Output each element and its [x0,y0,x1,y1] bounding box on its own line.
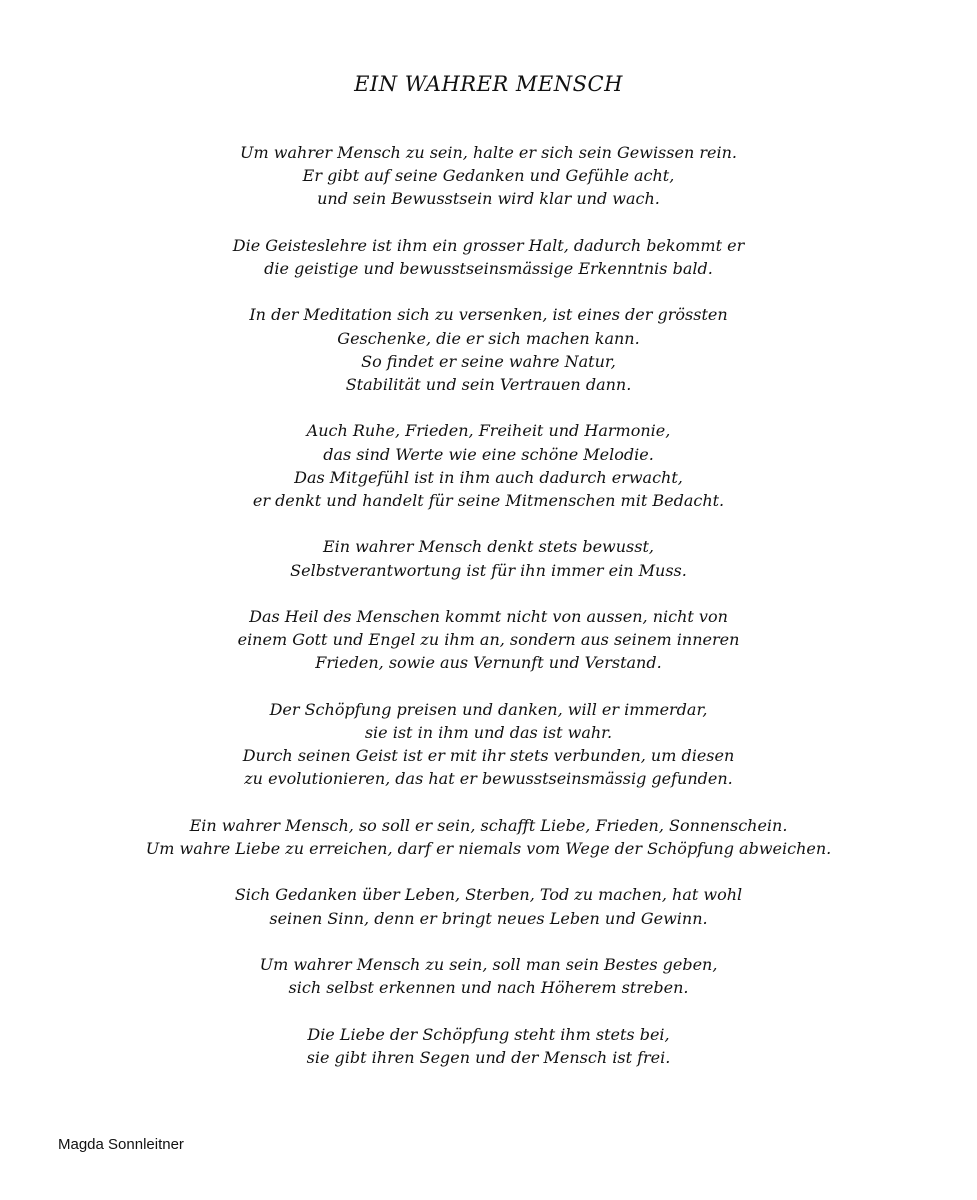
poem-line: So findet er seine wahre Natur, [361,351,616,371]
poem-line: Um wahrer Mensch zu sein, soll man sein Bestes geben, [259,954,718,974]
poem-line: Durch seinen Geist ist er mit ihr stets verbunden, um diesen [242,746,735,766]
stanza [0,303,977,396]
stanza [0,419,977,512]
poem-line: Um wahre Liebe zu erreichen, darf er niemals vom Wege der Schöpfung abweichen. [145,838,832,858]
poem-line: Die Geisteslehre ist ihm ein grosser Halt, dadurch bekommt er [232,235,745,255]
poem-line: sie gibt ihren Segen und der Mensch ist frei. [306,1047,671,1067]
stanza [0,953,977,999]
poem-line: Frieden, sowie aus Vernunft und Verstand. [315,653,662,673]
poem-line: In der Meditation sich zu versenken, ist eines der grössten [249,305,728,325]
poem-line: Sich Gedanken über Leben, Sterben, Tod zu machen, hat wohl [234,885,743,905]
poem-body [0,141,977,1092]
poem-line: einem Gott und Engel zu ihm an, sondern aus seinem inneren [237,630,740,650]
poem-line: zu evolutionieren, das hat er bewusstseinsmässig gefunden. [244,769,733,789]
poem-line: Die Liebe der Schöpfung steht ihm stets bei, [307,1024,670,1044]
poem-line: Ein wahrer Mensch denkt stets bewusst, [322,537,654,557]
stanza [0,698,977,791]
poem-line: sie ist in ihm und das ist wahr. [364,722,613,742]
stanza [0,1023,977,1069]
poem-line: Ein wahrer Mensch, so soll er sein, schafft Liebe, Frieden, Sonnenschein. [189,815,788,835]
stanza [0,883,977,929]
poem-line: Der Schöpfung preisen und danken, will er immerdar, [269,699,708,719]
poem-line: Selbstverantwortung ist für ihn immer ein Muss. [290,560,687,580]
stanza [0,234,977,280]
poem-line: Das Heil des Menschen kommt nicht von aussen, nicht von [249,606,728,626]
stanza [0,814,977,860]
stanza [0,605,977,675]
poem-line: Auch Ruhe, Frieden, Freiheit und Harmonie, [306,421,671,441]
poem-line: und sein Bewusstsein wird klar und wach. [317,189,660,209]
stanza [0,141,977,211]
stanza [0,535,977,581]
poem-line: Er gibt auf seine Gedanken und Gefühle acht, [302,166,675,186]
poem-line: seinen Sinn, denn er bringt neues Leben und Gewinn. [269,908,708,928]
poem-line: Um wahrer Mensch zu sein, halte er sich sein Gewissen rein. [240,143,737,162]
poem-line: Geschenke, die er sich machen kann. [337,328,640,348]
poem-line: er denkt und handelt für seine Mitmenschen mit Bedacht. [252,491,725,510]
poem-title: EIN WAHRER MENSCH [354,72,623,96]
poem-line: Stabilität und sein Vertrauen dann. [345,375,632,394]
author-name: Magda Sonnleitner [58,1136,184,1153]
poem-line: sich selbst erkennen und nach Höherem streben. [288,978,689,998]
poem-line: Das Mitgefühl ist in ihm auch dadurch erwacht, [294,467,683,487]
poem-line: die geistige und bewusstseinsmässige Erkenntnis bald. [264,259,713,278]
poem-line: das sind Werte wie eine schöne Melodie. [323,444,654,464]
